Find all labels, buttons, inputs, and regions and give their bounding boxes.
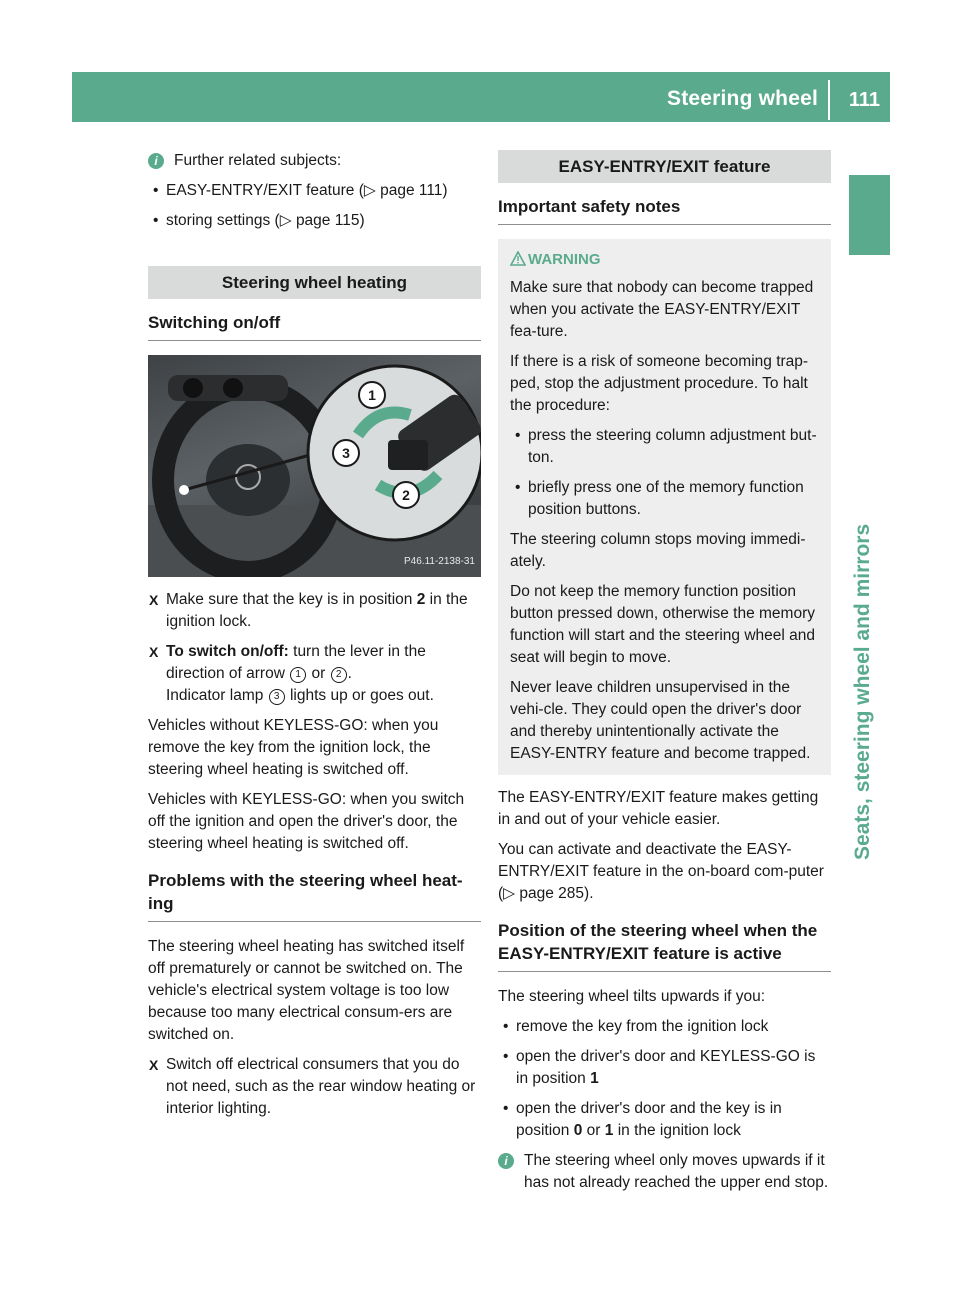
paragraph: Vehicles without KEYLESS-GO: when you remove the key from the ignition lock, the steering wheel heating is switched off. — [148, 717, 439, 778]
info-text: Further related subjects: — [174, 152, 342, 169]
step-switch-off-consumers: X Switch off electrical consumers that you do not need, such as the rear window heating or interior lighting. — [148, 1054, 481, 1120]
steering-wheel-figure — [148, 355, 481, 577]
warning-text: Do not keep the memory function position button pressed down, otherwise the memory function will start and the steering wheel and seat will begin to move. — [510, 583, 816, 666]
subheading-switching: Switching on/off — [148, 311, 481, 341]
info-icon: i — [148, 153, 164, 169]
figure-code: P46.11-2138-31 — [404, 556, 475, 567]
callout-ref-3: 3 — [269, 689, 285, 705]
paragraph: You can activate and deactivate the EASY-ENTRY/EXIT feature in the on-board com-puter (▷ page 285). — [498, 841, 824, 902]
subheading-problems: Problems with the steering wheel heat-ing — [148, 869, 481, 922]
list-item: • EASY-ENTRY/EXIT feature (▷ page 111) — [148, 180, 481, 202]
list-item: • open the driver's door and the key is in position 0 or 1 in the ignition lock — [498, 1098, 831, 1142]
warning-box — [498, 239, 831, 775]
list-item: • remove the key from the ignition lock — [498, 1016, 831, 1038]
page-number: 111 — [848, 89, 880, 111]
callout-ref-1: 1 — [290, 667, 306, 683]
callout-1: 1 — [368, 387, 376, 403]
side-chapter-label: Seats, steering wheel and mirrors — [851, 523, 874, 860]
info-related-subjects — [148, 150, 481, 172]
step-key-position: X Make sure that the key is in position 2 in the ignition lock. — [148, 589, 481, 633]
header-separator — [828, 80, 830, 120]
list-item: • briefly press one of the memory function position buttons. — [510, 477, 819, 521]
subheading-safety: Important safety notes — [498, 195, 831, 225]
paragraph: The steering wheel heating has switched itself off prematurely or cannot be switched on. The vehicle's electrical system voltage is too low because too many electrical consum-ers are switched on. — [148, 938, 465, 1043]
section-title: Steering wheel heating — [148, 266, 481, 299]
warning-text: Make sure that nobody can become trapped when you activate the EASY-ENTRY/EXIT fea-ture. — [510, 279, 814, 340]
paragraph: Vehicles with KEYLESS-GO: when you switch off the ignition and open the driver's door, the steering wheel heating is switched off. — [148, 791, 465, 852]
header-bar — [72, 72, 890, 122]
side-tab — [849, 175, 890, 255]
step-switch-on-off: X To switch on/off: turn the lever in the direction of arrow 1 or 2 . Indicator lamp 3 lights up or goes out. — [148, 641, 481, 707]
section-title: EASY-ENTRY/EXIT feature — [498, 150, 831, 183]
warning-text: If there is a risk of someone becoming trap-ped, stop the adjustment procedure. To halt the procedure: — [510, 353, 809, 414]
header-title: Steering wheel — [666, 87, 818, 110]
warning-text: The steering column stops moving immedi-ately. — [510, 531, 806, 570]
list-item: • press the steering column adjustment but-ton. — [510, 425, 819, 469]
callout-3: 3 — [342, 445, 350, 461]
callout-2: 2 — [402, 487, 410, 503]
subheading-position: Position of the steering wheel when the EASY-ENTRY/EXIT feature is active — [498, 919, 831, 972]
paragraph: The steering wheel tilts upwards if you: — [498, 988, 766, 1005]
info-text: The steering wheel only moves upwards if it has not already reached the upper end stop. — [524, 1152, 829, 1191]
callout-ref-2: 2 — [331, 667, 347, 683]
list-item: • storing settings (▷ page 115) — [148, 210, 481, 232]
info-icon: i — [498, 1153, 514, 1169]
warning-title: WARNING — [510, 249, 819, 273]
right-column — [498, 150, 831, 1202]
steering-wheel-illustration — [148, 355, 481, 577]
warning-triangle-icon — [510, 251, 528, 273]
info-upper-end-stop — [498, 1150, 831, 1194]
warning-text: Never leave children unsupervised in the vehi-cle. They could open the driver's door and thereby unintentionally activate the EASY-ENTRY feature and become trapped. — [510, 679, 811, 762]
left-column — [148, 150, 481, 1128]
list-item: • open the driver's door and KEYLESS-GO is in position 1 — [498, 1046, 831, 1090]
paragraph: The EASY-ENTRY/EXIT feature makes getting in and out of your vehicle easier. — [498, 789, 819, 828]
